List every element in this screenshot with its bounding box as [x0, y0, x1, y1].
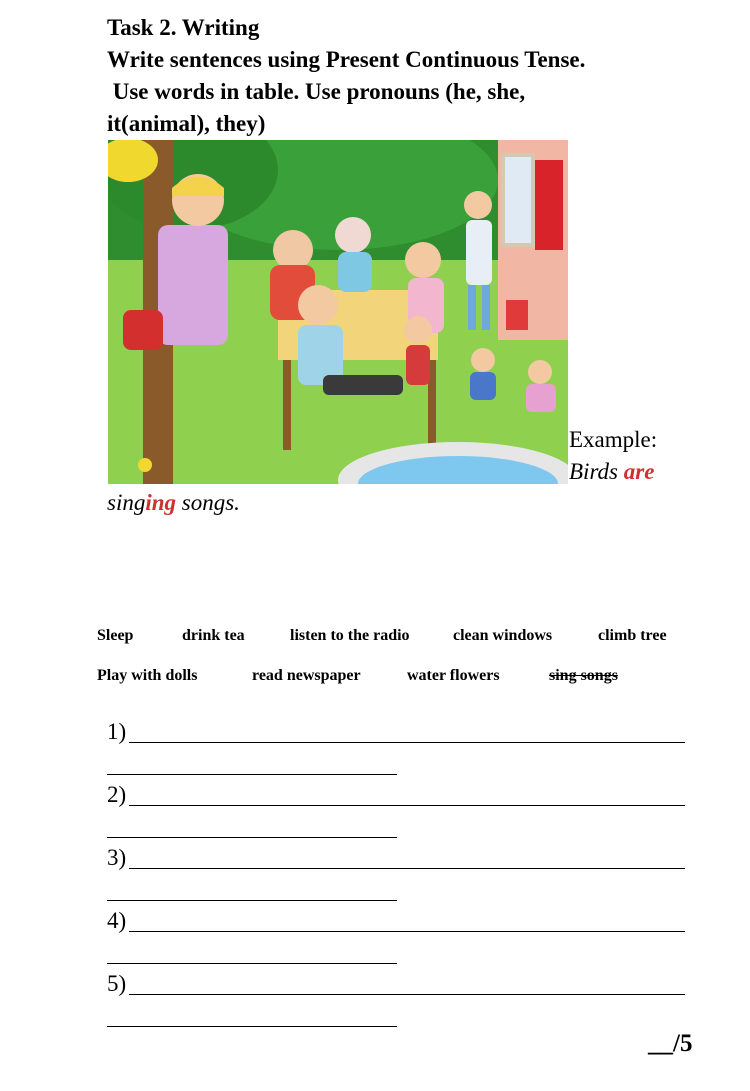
word-water-flowers: water flowers	[407, 667, 500, 684]
answer-number: 4)	[107, 908, 127, 933]
word-play-with-dolls: Play with dolls	[97, 667, 198, 684]
answer-line-3[interactable]	[129, 868, 685, 869]
answer-line-2-continued[interactable]	[107, 837, 397, 838]
word-sing-songs-crossed: sing songs	[549, 667, 618, 684]
task-instruction-line-1: Write sentences using Present Continuous Tense.	[107, 47, 586, 72]
task-title: Task 2. Writing	[107, 15, 260, 40]
example-suffix-ing: ing	[145, 490, 177, 515]
answer-number: 2)	[107, 782, 127, 807]
score-field: __/5	[648, 1030, 693, 1057]
word-listen-to-the-radio: listen to the radio	[290, 627, 410, 644]
answer-line-2[interactable]	[129, 805, 685, 806]
answer-line-1[interactable]	[129, 742, 685, 743]
example-sentence-part-2	[107, 487, 240, 519]
word-climb-tree: climb tree	[598, 627, 667, 644]
answer-line-5-continued[interactable]	[107, 1026, 397, 1027]
example-sentence-part-1	[569, 456, 654, 488]
task-instruction-line-3: it(animal), they)	[107, 111, 266, 136]
example-word-birds: Birds	[569, 459, 624, 484]
example-word-sing: sing	[107, 490, 146, 515]
answer-number: 5)	[107, 971, 127, 996]
answer-number: 1)	[107, 719, 127, 744]
answer-line-5[interactable]	[129, 994, 685, 995]
answer-line-4[interactable]	[129, 931, 685, 932]
word-read-newspaper: read newspaper	[252, 667, 361, 684]
answer-line-3-continued[interactable]	[107, 900, 397, 901]
answer-number: 3)	[107, 845, 127, 870]
word-clean-windows: clean windows	[453, 627, 553, 644]
word-sleep: Sleep	[97, 627, 134, 644]
example-word-are: are	[623, 459, 655, 484]
task-instruction-line-2: Use words in table. Use pronouns (he, she,	[107, 79, 526, 104]
example-word-songs: songs.	[176, 490, 240, 515]
word-drink-tea: drink tea	[182, 627, 245, 644]
answer-line-1-continued[interactable]	[107, 774, 397, 775]
answer-line-4-continued[interactable]	[107, 963, 397, 964]
garden-family-illustration	[108, 140, 568, 484]
example-label: Example:	[569, 427, 658, 452]
task-header	[107, 12, 707, 140]
